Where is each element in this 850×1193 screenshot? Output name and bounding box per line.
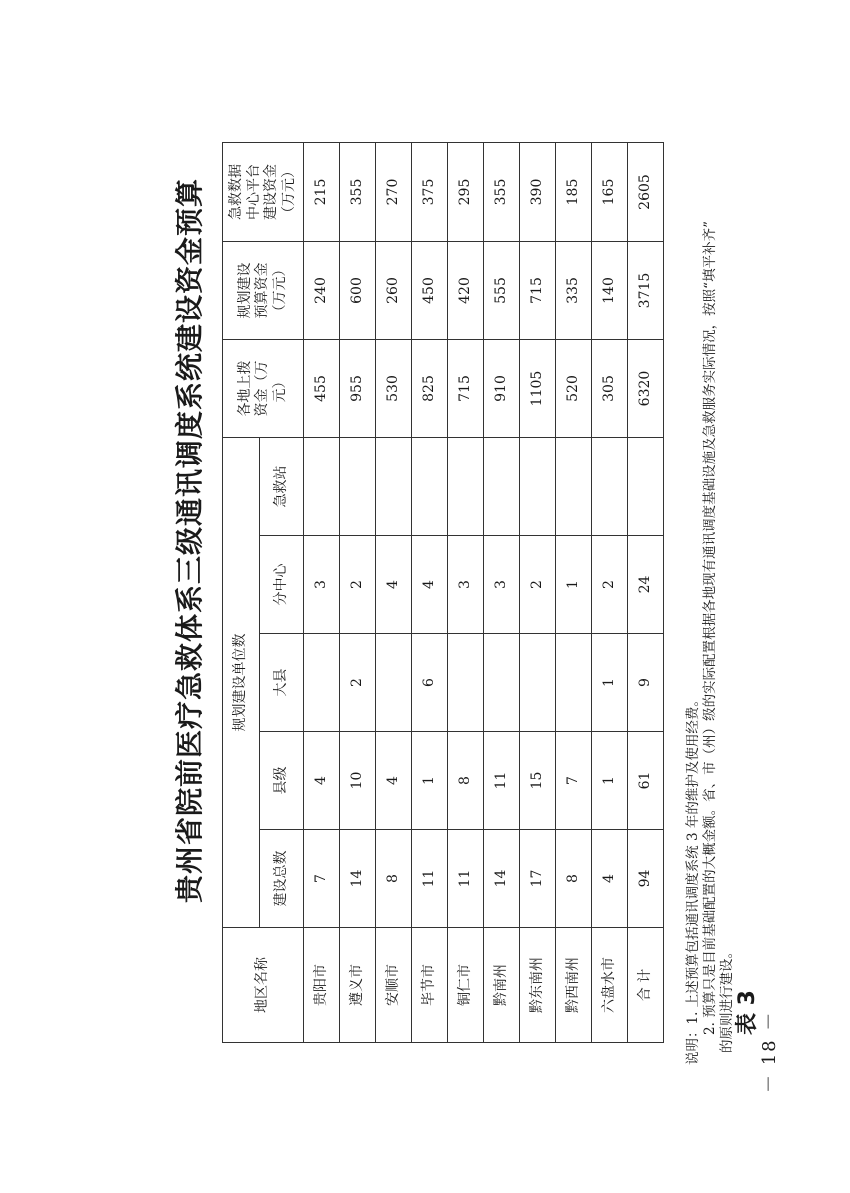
cell-county: 7 xyxy=(556,732,592,830)
cell-total: 14 xyxy=(484,830,520,928)
cell-county: 1 xyxy=(592,732,628,830)
budget-table xyxy=(222,142,664,1043)
cell-sub-center: 4 xyxy=(376,536,412,634)
cell-station xyxy=(628,438,664,536)
cell-total: 4 xyxy=(592,830,628,928)
cell-sub-center: 3 xyxy=(304,536,340,634)
cell-county: 4 xyxy=(304,732,340,830)
cell-big-county xyxy=(556,634,592,732)
cell-station xyxy=(592,438,628,536)
table-row xyxy=(376,143,412,1043)
cell-allocated: 825 xyxy=(412,340,448,438)
cell-platform: 215 xyxy=(304,143,340,242)
cell-region: 铜仁市 xyxy=(448,928,484,1043)
cell-allocated: 715 xyxy=(448,340,484,438)
cell-big-county: 2 xyxy=(340,634,376,732)
table-label: 表 3 xyxy=(735,990,760,1035)
cell-station xyxy=(376,438,412,536)
cell-county: 4 xyxy=(376,732,412,830)
table-row xyxy=(484,143,520,1043)
cell-region: 安顺市 xyxy=(376,928,412,1043)
cell-allocated: 955 xyxy=(340,340,376,438)
cell-sub-center: 24 xyxy=(628,536,664,634)
header-planned-units: 规划建设单位数 xyxy=(223,438,260,928)
cell-total: 8 xyxy=(376,830,412,928)
cell-budget: 450 xyxy=(412,242,448,340)
table-row xyxy=(412,143,448,1043)
header-county: 县级 xyxy=(260,732,304,830)
page-title: 贵州省院前医疗急救体系三级通讯调度系统建设资金预算 xyxy=(173,177,206,903)
cell-county: 15 xyxy=(520,732,556,830)
cell-budget: 715 xyxy=(520,242,556,340)
cell-allocated: 520 xyxy=(556,340,592,438)
cell-total: 11 xyxy=(448,830,484,928)
cell-allocated: 6320 xyxy=(628,340,664,438)
header-big-county: 大县 xyxy=(260,634,304,732)
table-row xyxy=(592,143,628,1043)
cell-county: 61 xyxy=(628,732,664,830)
header-budget: 规划建设预算资金（万元） xyxy=(223,242,304,340)
cell-sub-center: 2 xyxy=(592,536,628,634)
cell-station xyxy=(448,438,484,536)
header-station: 急救站 xyxy=(260,438,304,536)
cell-sub-center: 2 xyxy=(520,536,556,634)
table-row xyxy=(628,143,664,1043)
cell-region: 遵义市 xyxy=(340,928,376,1043)
cell-sub-center: 1 xyxy=(556,536,592,634)
cell-sub-center: 4 xyxy=(412,536,448,634)
cell-big-county xyxy=(376,634,412,732)
page-number: － 18 － xyxy=(759,1010,780,1093)
cell-total: 17 xyxy=(520,830,556,928)
cell-allocated: 305 xyxy=(592,340,628,438)
cell-budget: 240 xyxy=(304,242,340,340)
cell-platform: 270 xyxy=(376,143,412,242)
cell-budget: 335 xyxy=(556,242,592,340)
cell-allocated: 455 xyxy=(304,340,340,438)
cell-platform: 355 xyxy=(484,143,520,242)
cell-station xyxy=(412,438,448,536)
cell-big-county xyxy=(520,634,556,732)
cell-station xyxy=(484,438,520,536)
table-row xyxy=(448,143,484,1043)
cell-county: 8 xyxy=(448,732,484,830)
cell-region: 合 计 xyxy=(628,928,664,1043)
header-total: 建设总数 xyxy=(260,830,304,928)
cell-big-county: 1 xyxy=(592,634,628,732)
cell-platform: 2605 xyxy=(628,143,664,242)
header-allocated: 各地上拨资金（万元） xyxy=(223,340,304,438)
cell-region: 黔东南州 xyxy=(520,928,556,1043)
cell-allocated: 530 xyxy=(376,340,412,438)
cell-sub-center: 3 xyxy=(448,536,484,634)
cell-big-county: 6 xyxy=(412,634,448,732)
note-line-1: 说明：1. 上述预算包括通讯调度系统 3 年的维护及使用经费。 xyxy=(685,693,701,1065)
cell-sub-center: 2 xyxy=(340,536,376,634)
cell-sub-center: 3 xyxy=(484,536,520,634)
cell-county: 1 xyxy=(412,732,448,830)
cell-total: 11 xyxy=(412,830,448,928)
header-region: 地区名称 xyxy=(223,928,304,1043)
cell-big-county xyxy=(304,634,340,732)
cell-budget: 420 xyxy=(448,242,484,340)
cell-budget: 555 xyxy=(484,242,520,340)
cell-region: 毕节市 xyxy=(412,928,448,1043)
cell-platform: 390 xyxy=(520,143,556,242)
cell-total: 14 xyxy=(340,830,376,928)
header-sub-center: 分中心 xyxy=(260,536,304,634)
cell-platform: 165 xyxy=(592,143,628,242)
cell-budget: 600 xyxy=(340,242,376,340)
cell-budget: 260 xyxy=(376,242,412,340)
note-line-3: 的原则进行建设。 xyxy=(719,945,735,1053)
cell-county: 11 xyxy=(484,732,520,830)
cell-allocated: 910 xyxy=(484,340,520,438)
cell-big-county xyxy=(448,634,484,732)
note-line-2: 2. 预算只是目前基础配置的大概金额。省、市（州）级的实际配置根据各地现有通讯调度基础设施及急救服务实际情况，按照“填平补齐” xyxy=(702,221,718,1035)
cell-region: 黔西南州 xyxy=(556,928,592,1043)
cell-region: 贵阳市 xyxy=(304,928,340,1043)
cell-budget: 140 xyxy=(592,242,628,340)
cell-big-county xyxy=(484,634,520,732)
cell-station xyxy=(304,438,340,536)
cell-total: 94 xyxy=(628,830,664,928)
header-platform: 急救数据中心平台建设资金（万元） xyxy=(223,143,304,242)
cell-station xyxy=(340,438,376,536)
cell-total: 8 xyxy=(556,830,592,928)
cell-region: 六盘水市 xyxy=(592,928,628,1043)
cell-platform: 295 xyxy=(448,143,484,242)
cell-county: 10 xyxy=(340,732,376,830)
table-row xyxy=(520,143,556,1043)
cell-big-county: 9 xyxy=(628,634,664,732)
cell-station xyxy=(556,438,592,536)
cell-budget: 3715 xyxy=(628,242,664,340)
table-row xyxy=(340,143,376,1043)
cell-platform: 185 xyxy=(556,143,592,242)
cell-allocated: 1105 xyxy=(520,340,556,438)
cell-platform: 355 xyxy=(340,143,376,242)
cell-platform: 375 xyxy=(412,143,448,242)
cell-region: 黔南州 xyxy=(484,928,520,1043)
cell-total: 7 xyxy=(304,830,340,928)
table-row xyxy=(556,143,592,1043)
cell-station xyxy=(520,438,556,536)
table-row xyxy=(304,143,340,1043)
